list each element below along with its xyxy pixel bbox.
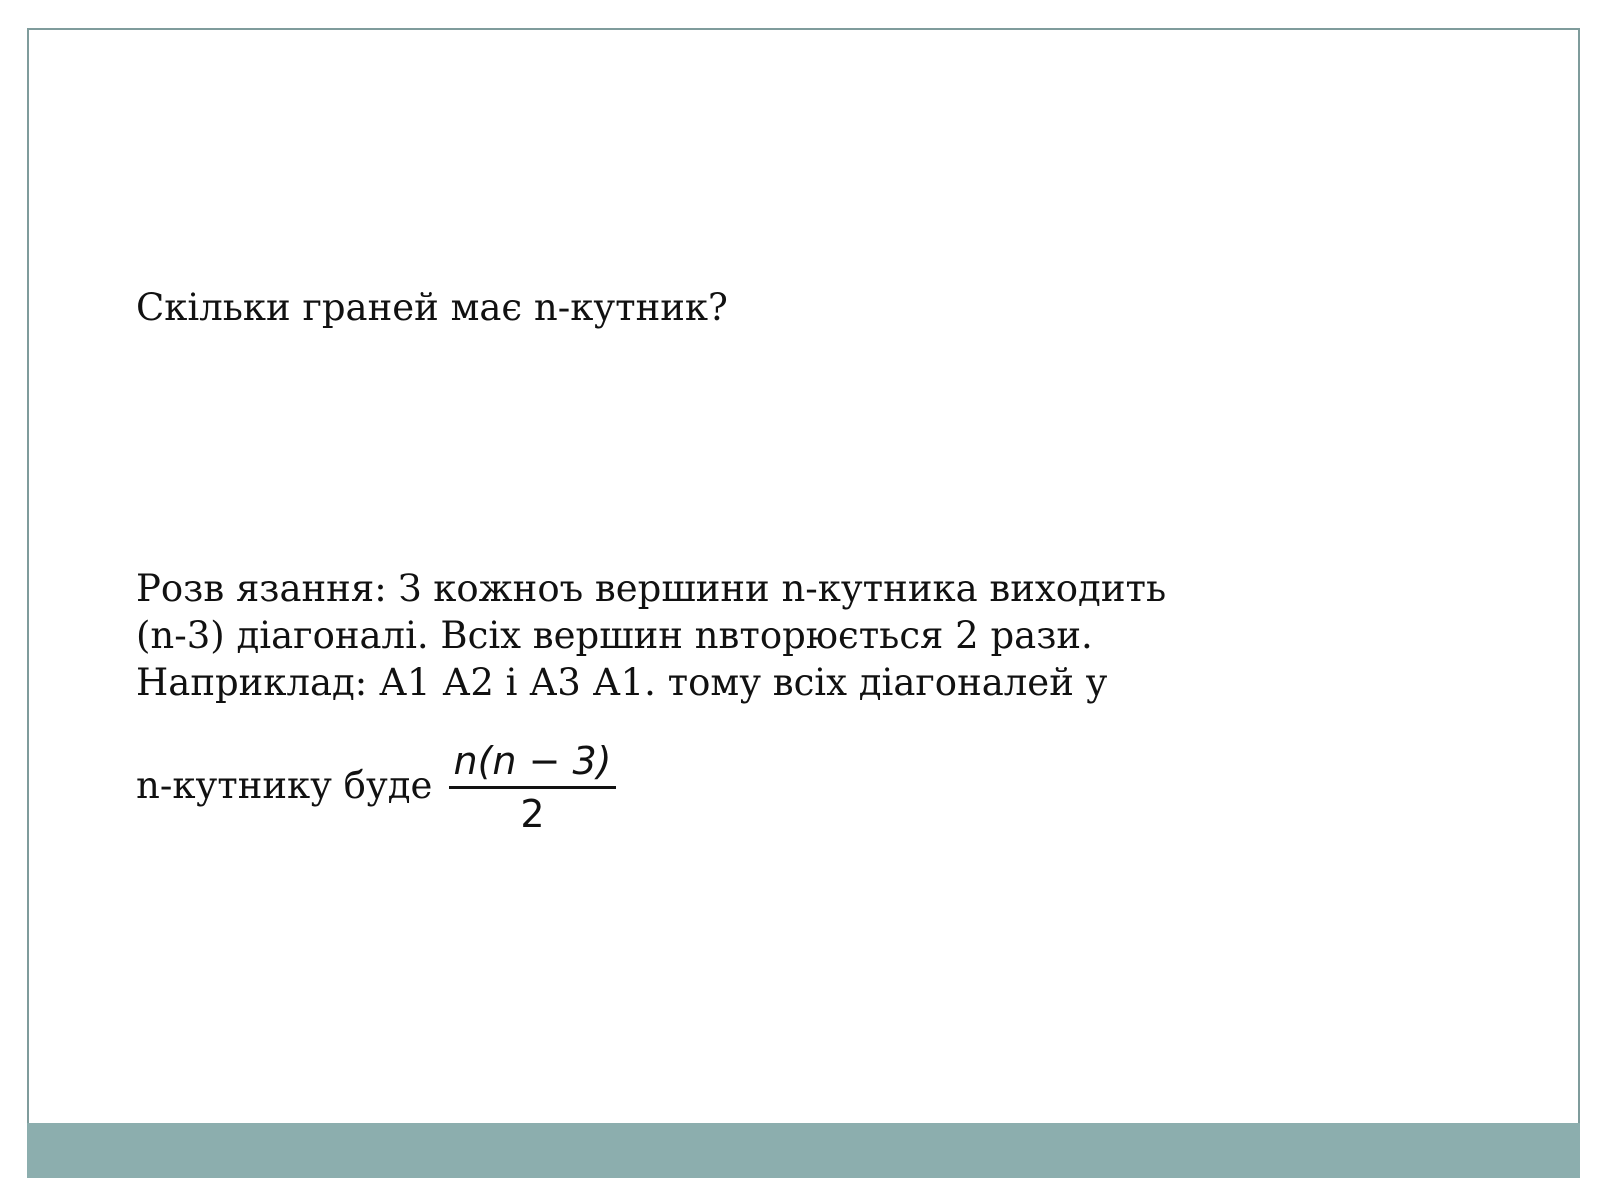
result-text: n-кутнику буде bbox=[136, 764, 433, 807]
formula-numerator-expression: n(n − 3) bbox=[453, 739, 612, 783]
diagonal-count-formula bbox=[449, 738, 616, 838]
solution-line: (n-3) діагоналі. Всіх вершин nвторюється 2 рази. bbox=[136, 614, 1093, 657]
solution-paragraph bbox=[136, 565, 1166, 706]
formula-denominator: 2 bbox=[520, 792, 545, 836]
footer-bar bbox=[27, 1123, 1580, 1178]
formula-numerator bbox=[449, 738, 616, 784]
solution-line: Розв язання: З кожноъ вершини n-кутника виходить bbox=[136, 567, 1167, 610]
solution-line: Наприклад: А1 А2 і А3 А1. тому всіх діагоналей у bbox=[136, 661, 1108, 704]
fraction-bar bbox=[449, 786, 616, 789]
question-text: Скільки граней має n-кутник? bbox=[136, 286, 728, 329]
